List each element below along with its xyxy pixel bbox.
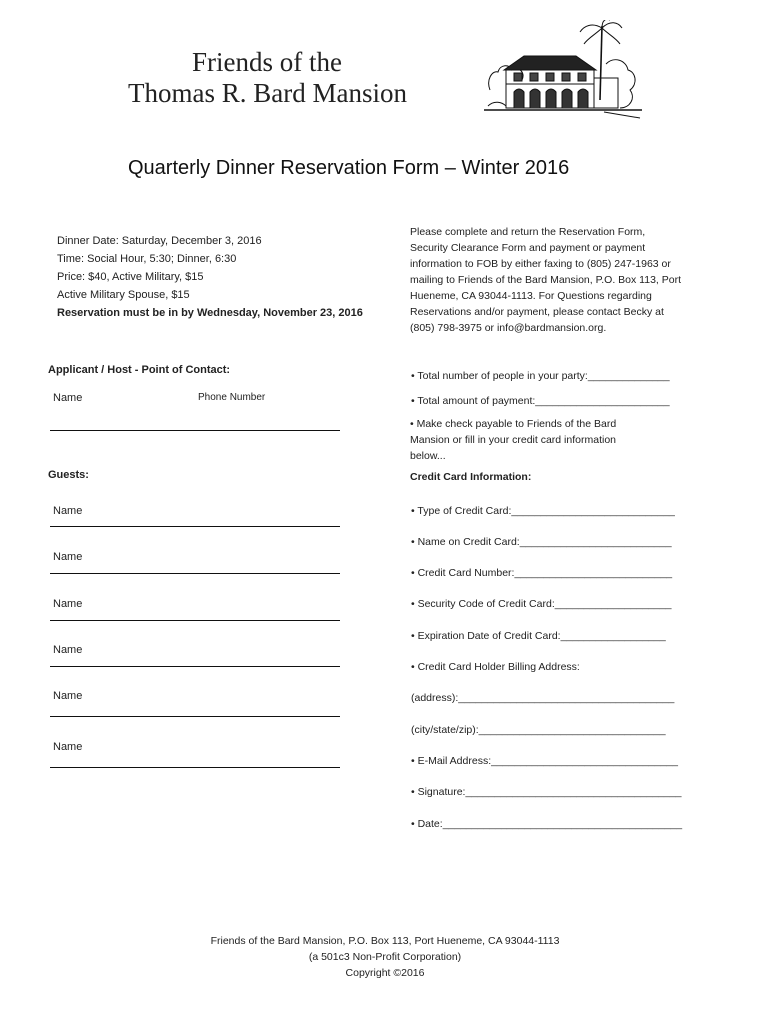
applicant-phone-label: Phone Number bbox=[198, 392, 266, 403]
footer-copyright: Copyright ©2016 bbox=[345, 967, 425, 979]
total-amount-field[interactable]: • Total amount of payment:_______________________ bbox=[411, 395, 670, 407]
mansion-illustration bbox=[484, 20, 644, 120]
billing-address-label: • Credit Card Holder Billing Address: bbox=[411, 661, 580, 673]
instructions-line: Security Clearance Form and payment or payment bbox=[410, 242, 646, 254]
footer-address: Friends of the Bard Mansion, P.O. Box 113, Port Hueneme, CA 93044-1113 bbox=[210, 935, 560, 947]
guest-name-line[interactable] bbox=[50, 767, 340, 768]
instructions-line: mailing to Friends of the Bard Mansion, P.O. Box 113, Port bbox=[410, 274, 682, 286]
applicant-name-line[interactable] bbox=[50, 430, 340, 431]
date-field[interactable]: • Date:_________________________________________ bbox=[411, 818, 683, 830]
card-number-field[interactable]: • Credit Card Number:___________________________ bbox=[411, 567, 673, 579]
card-type-field[interactable]: • Type of Credit Card:____________________________ bbox=[411, 505, 675, 517]
billing-address-field[interactable]: (address):_____________________________________ bbox=[411, 692, 675, 704]
reservation-deadline: Reservation must be in by Wednesday, November 23, 2016 bbox=[57, 307, 363, 319]
total-people-field[interactable]: • Total number of people in your party:______________ bbox=[411, 370, 670, 382]
guest-name-label: Name bbox=[53, 551, 83, 563]
check-note-line: Mansion or fill in your credit card information bbox=[410, 434, 617, 446]
guest-name-label: Name bbox=[53, 741, 83, 753]
instructions-line: Hueneme, CA 93044-1113. For Questions regarding bbox=[410, 290, 652, 302]
military-spouse-price: Active Military Spouse, $15 bbox=[57, 289, 190, 301]
applicant-name-label: Name bbox=[53, 392, 83, 404]
dinner-info bbox=[57, 232, 387, 322]
guests-heading: Guests: bbox=[48, 469, 89, 481]
org-name-line2: Thomas R. Bard Mansion bbox=[128, 78, 407, 108]
instructions-line: Reservations and/or payment, please contact Becky at bbox=[410, 306, 664, 318]
instructions-line: Please complete and return the Reservation Form, bbox=[410, 226, 646, 238]
dinner-time: Time: Social Hour, 5:30; Dinner, 6:30 bbox=[57, 253, 237, 265]
org-name-line1: Friends of the bbox=[192, 47, 342, 77]
guest-name-label: Name bbox=[53, 505, 83, 517]
card-name-field[interactable]: • Name on Credit Card:__________________________ bbox=[411, 536, 672, 548]
guest-name-line[interactable] bbox=[50, 666, 340, 667]
dinner-price: Price: $40, Active Military, $15 bbox=[57, 271, 204, 283]
form-title: Quarterly Dinner Reservation Form – Winter 2016 bbox=[128, 157, 570, 179]
dinner-date: Dinner Date: Saturday, December 3, 2016 bbox=[57, 235, 262, 247]
guest-name-line[interactable] bbox=[50, 620, 340, 621]
signature-field[interactable]: • Signature:_____________________________________ bbox=[411, 786, 682, 798]
check-note-line: below... bbox=[410, 450, 446, 462]
check-note-line: • Make check payable to Friends of the Bard bbox=[410, 418, 617, 430]
guest-name-line[interactable] bbox=[50, 716, 340, 717]
instructions bbox=[410, 224, 730, 336]
footer-nonprofit: (a 501c3 Non-Profit Corporation) bbox=[308, 951, 462, 963]
guest-name-label: Name bbox=[53, 690, 83, 702]
instructions-line: (805) 798-3975 or info@bardmansion.org. bbox=[410, 322, 607, 334]
check-payable-note bbox=[410, 416, 710, 464]
email-field[interactable]: • E-Mail Address:________________________________ bbox=[411, 755, 678, 767]
security-code-field[interactable]: • Security Code of Credit Card:____________________ bbox=[411, 598, 672, 610]
credit-card-heading: Credit Card Information: bbox=[410, 471, 532, 483]
instructions-line: information to FOB by either faxing to (805) 247-1963 or bbox=[410, 258, 671, 270]
city-state-zip-field[interactable]: (city/state/zip):________________________________ bbox=[411, 724, 666, 736]
guest-name-label: Name bbox=[53, 598, 83, 610]
guest-name-line[interactable] bbox=[50, 573, 340, 574]
guest-name-line[interactable] bbox=[50, 526, 340, 527]
applicant-heading: Applicant / Host - Point of Contact: bbox=[48, 364, 231, 376]
guest-name-label: Name bbox=[53, 644, 83, 656]
expiration-date-field[interactable]: • Expiration Date of Credit Card:__________________ bbox=[411, 630, 666, 642]
